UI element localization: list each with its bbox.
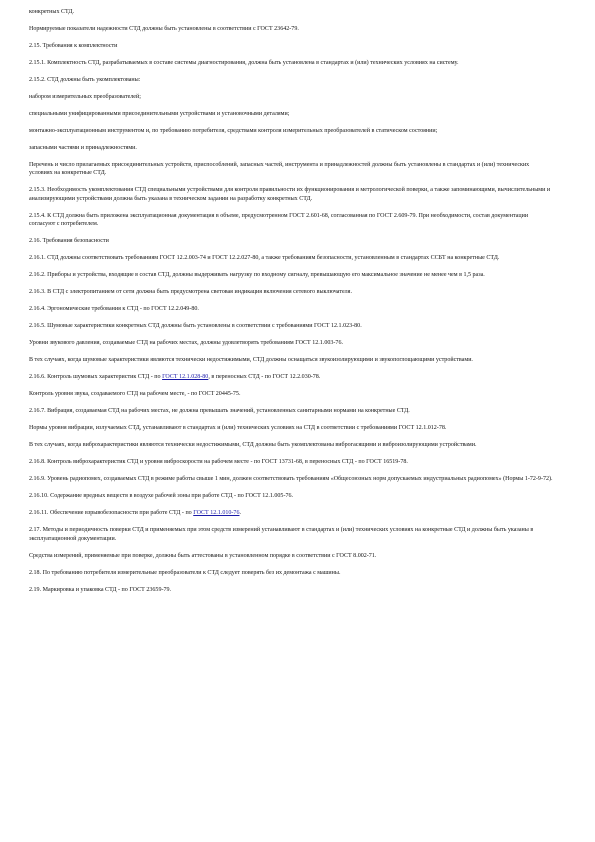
paragraph: 2.16.2. Приборы и устройства, входящие в состав СТД, должны выдерживать нагрузку по входному сигналу, превышающую его максимальное значение не менее чем в 1,5 раза. bbox=[29, 272, 485, 279]
paragraph: Нормируемые показатели надежности СТД должны быть установлены в соответствии с ГОСТ 23642-79. bbox=[29, 26, 299, 32]
paragraph: монтажно-эксплуатационным инструментом и, по требованию потребителя, средствами контроля измерительных преобразователей в статическом состоянии; bbox=[29, 128, 438, 134]
paragraph: Контроль уровня звука, создаваемого СТД на рабочем месте, - по ГОСТ 20445-75. bbox=[29, 391, 241, 398]
paragraph: 2.16.9. Уровень радиопомех, создаваемых СТД в режиме работы свыше 1 мин, должен соответствовать требованиям «Общесоюзных норм допускаемых индустриальных радиопомех» (Нормы 1-72-9-72). bbox=[29, 476, 553, 483]
paragraph: запасными частями и принадлежностями. bbox=[29, 145, 137, 151]
paragraph: 2.18. По требованию потребителя измерительные преобразователи к СТД следует поверять без их демонтажа с машины. bbox=[29, 569, 341, 576]
paragraph: 2.15.4. К СТД должна быть приложена эксплуатационная документация в объеме, предусмотренном ГОСТ 2.601-68, согласованная по ГОСТ 2.609-79. При необходимости, состав документации согласуют с потребителем. bbox=[29, 212, 529, 228]
paragraph: 2.16.7. Вибрация, создаваемая СТД на рабочих местах, не должна превышать значений, установленных санитарными нормами на конкретные СТД. bbox=[29, 408, 410, 415]
paragraph: 2.15.3. Необходимость укомплектования СТД специальными устройствами для контроля правильности их функционирования и метрологической поверки, а также запоминающими, вычислительными и анализирующими устройствами должна быть указана в техническом задании на разработку конкретных СТД. bbox=[29, 187, 551, 202]
paragraph: 2.16.8. Контроль виброхарактеристик СТД и уровня виброскорости на рабочем месте - по ГОСТ 13731-68, в переносных СТД - по ГОСТ 16519-78. bbox=[29, 459, 408, 466]
paragraph: 2.16. Требования безопасности bbox=[29, 238, 109, 245]
paragraph: 2.16.5. Шумовые характеристики конкретных СТД должны быть установлены в соответствии с требованиями ГОСТ 12.1.023-80. bbox=[29, 323, 362, 330]
paragraph: 2.15.1. Комплектность СТД, разрабатываемых в составе системы диагностирования, должна быть установлена в стандартах и (или) технических условиях на систему. bbox=[29, 60, 459, 66]
paragraph: Средства измерений, применяемые при поверке, должны быть аттестованы в установленном порядке в соответствии с ГОСТ 8.002-71. bbox=[29, 552, 377, 559]
paragraph: В тех случаях, когда шумовые характеристики являются технически недостижимыми, СТД должны оснащаться звукоизолирующими и звукопоглощающими устройствами. bbox=[29, 357, 473, 364]
paragraph: Перечень и число прилагаемых присоединительных устройств, приспособлений, запасных частей, инструмента и принадлежностей должны быть установлены в стандартах и (или) технических условиях на конкретные СТД. bbox=[29, 162, 530, 177]
gost-link[interactable]: ГОСТ 12.1.010-76 bbox=[193, 510, 240, 517]
paragraph: 2.17. Методы и периодичность поверки СТД и применяемых при этом средств измерений устанавливают в стандартах и (или) технических условиях на конкретные СТД и должны быть указаны в эксплуатационной документации. bbox=[29, 527, 534, 542]
paragraph: 2.16.10. Содержание вредных веществ в воздухе рабочей зоны при работе СТД - по ГОСТ 12.1.005-76. bbox=[29, 493, 294, 500]
paragraph-text-before: 2.16.11. Обеспечение взрывобезопасности при работе СТД - по bbox=[29, 510, 194, 517]
paragraph: 2.16.3. В СТД с электропитанием от сети должна быть предусмотрена световая индикация включения сетевого выключателя. bbox=[29, 289, 352, 296]
paragraph bbox=[29, 373, 553, 381]
paragraph: специальными унифицированными присоединительными устройствами и установочными деталями; bbox=[29, 111, 290, 117]
paragraph: 2.16.1. СТД должны соответствовать требованиям ГОСТ 12.2.003-74 и ГОСТ 12.2.027-80, а также требованиям безопасности, установленным в стандартах ССБТ на конкретные СТД. bbox=[29, 255, 500, 262]
paragraph: конкретных СТД. bbox=[29, 9, 74, 15]
paragraph: 2.15.2. СТД должны быть укомплектованы: bbox=[29, 77, 141, 83]
paragraph-text-after: , в переносных СТД - по ГОСТ 12.2.030-78. bbox=[208, 374, 321, 381]
paragraph bbox=[29, 509, 553, 517]
paragraph-text-before: 2.16.6. Контроль шумовых характеристик СТД - по bbox=[29, 374, 163, 381]
paragraph: Нормы уровня вибрации, излучаемых СТД, устанавливают в стандартах и (или) технических условиях на СТД в соответствии с требованиями ГОСТ 12.1.012-78. bbox=[29, 425, 447, 432]
paragraph: Уровни звукового давления, создаваемые СТД на рабочих местах, должны удовлетворять требованиям ГОСТ 12.1.003-76. bbox=[29, 340, 343, 347]
paragraph: набором измерительных преобразователей; bbox=[29, 94, 141, 100]
paragraph: В тех случаях, когда виброхарактеристики являются технически недостижимыми, СТД должны быть укомплектованы виброгасящими и виброизолирующими устройствами. bbox=[29, 442, 477, 449]
gost-link[interactable]: ГОСТ 12.1.028-80 bbox=[162, 374, 209, 381]
paragraph: 2.15. Требования к комплектности bbox=[29, 43, 118, 49]
paragraph-text-after: . bbox=[239, 510, 241, 517]
paragraph: 2.19. Маркировка и упаковка СТД - по ГОСТ 23659-79. bbox=[29, 586, 172, 593]
paragraph: 2.16.4. Эргономические требования к СТД - по ГОСТ 12.2.049-80. bbox=[29, 306, 199, 313]
